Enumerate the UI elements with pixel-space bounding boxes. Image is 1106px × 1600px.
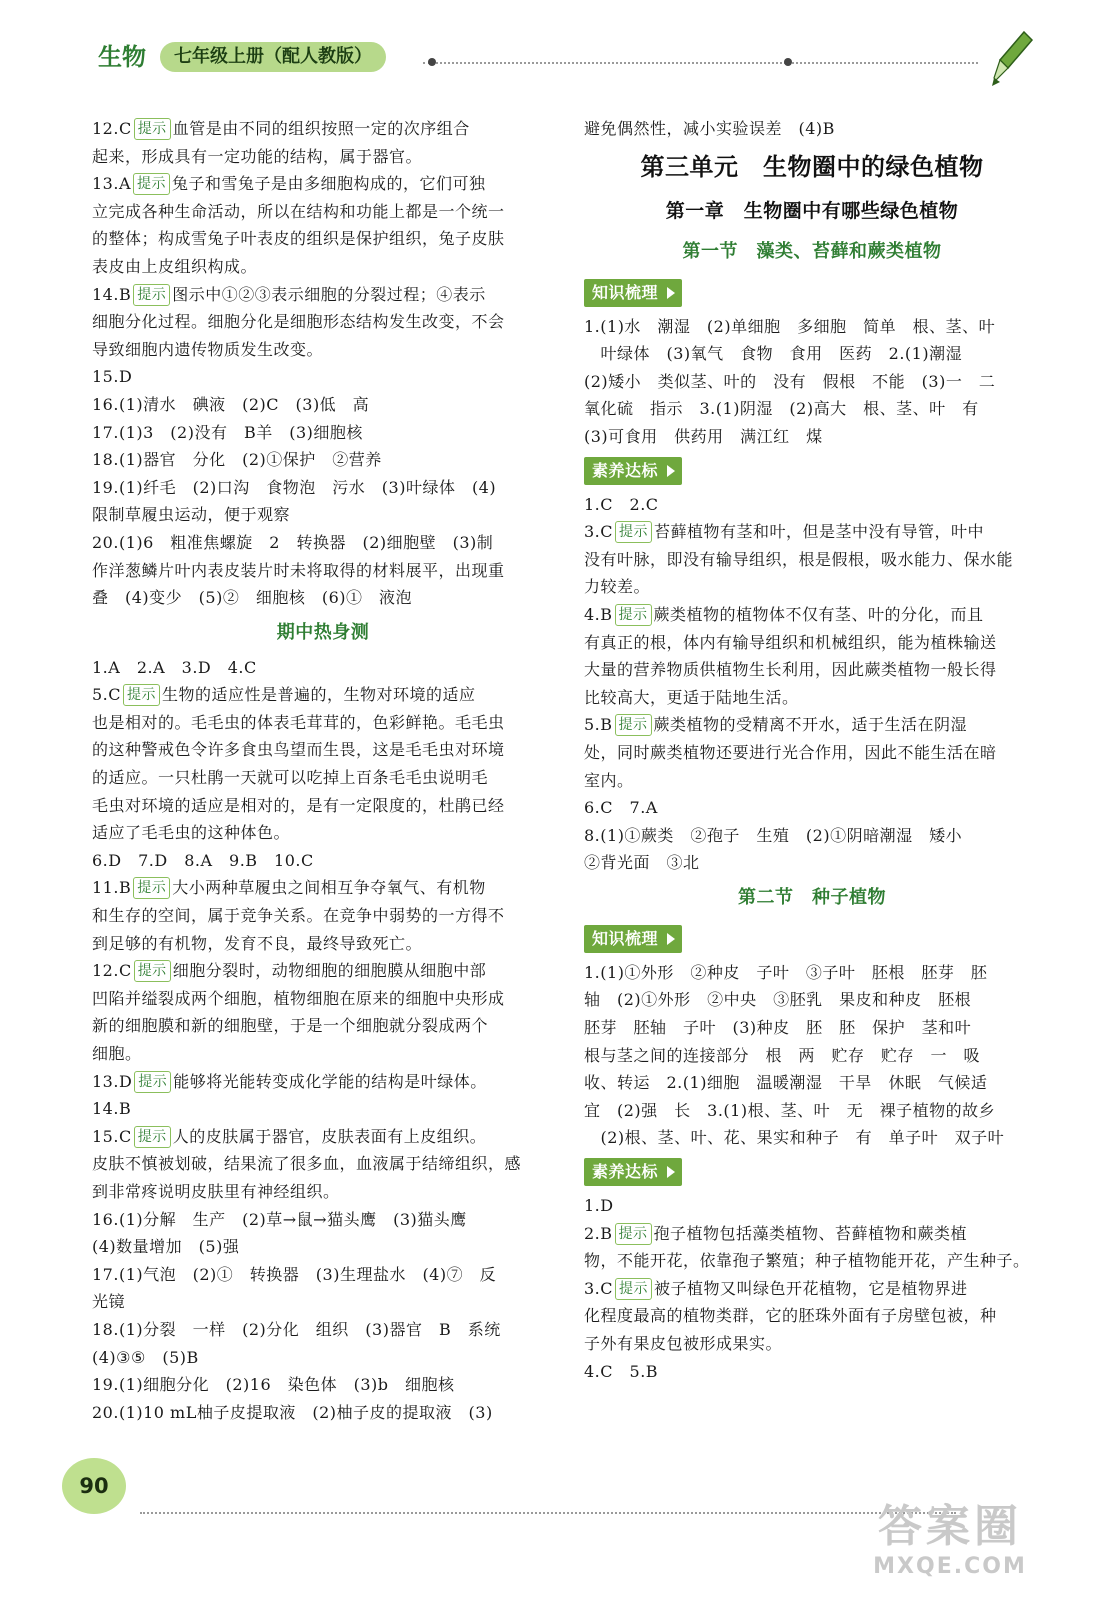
hint-tag: 提示	[134, 1071, 171, 1093]
hint-tag: 提示	[133, 877, 170, 899]
question-number: 13.A	[92, 174, 131, 194]
question-number: 2.B	[584, 1223, 613, 1243]
hint-tag: 提示	[123, 684, 160, 706]
unit-title: 第三单元 生物圈中的绿色植物	[640, 152, 984, 181]
question-number: 4.B	[584, 604, 613, 624]
hint-text: 生物的适应性是普遍的，生物对环境的适应	[162, 685, 476, 705]
hint-text: 蕨类植物的受精离不开水，适于生活在阴湿	[653, 715, 968, 735]
answer-line: 光镜	[92, 1292, 126, 1312]
answer-line: 的适应。一只杜鹃一天就可以吃掉上百条毛毛虫说明毛	[92, 768, 489, 788]
answer-line: 比较高大，更适于陆地生活。	[584, 687, 799, 707]
hint-tag: 提示	[134, 1126, 171, 1148]
answer-line: 凹陷并缢裂成两个细胞，植物细胞在原来的细胞中央形成	[92, 988, 505, 1008]
answer-line: 限制草履虫运动，便于观察	[92, 505, 291, 525]
right-column	[584, 115, 1040, 1385]
answer-line: 4.C 5.B	[584, 1361, 659, 1381]
header-dot	[428, 58, 436, 66]
section-badge-row	[584, 919, 1040, 959]
hint-tag: 提示	[134, 118, 171, 140]
section-badge: 知识梳理	[584, 279, 682, 307]
hint-tag: 提示	[134, 960, 171, 982]
header-dotted-rule	[423, 62, 978, 64]
answer-line: 1.(1)①外形 ②种皮 子叶 ③子叶 胚根 胚芽 胚	[584, 962, 988, 982]
page-number: 90	[62, 1458, 126, 1514]
question-number: 12.C	[92, 961, 132, 981]
answer-line: 14.B	[92, 1099, 132, 1119]
answer-line: 15.D	[92, 367, 133, 387]
question-number: 13.D	[92, 1071, 133, 1091]
hint-text: 能够将光能转变成化学能的结构是叶绿体。	[173, 1071, 487, 1091]
question-number: 5.C	[92, 685, 122, 705]
watermark-text: 答案圈	[878, 1501, 1022, 1552]
answer-line: 毛虫对环境的适应是相对的，是有一定限度的，杜鹃已经	[92, 795, 505, 815]
answer-line: 1.C 2.C	[584, 494, 659, 514]
answer-line: 细胞分化过程。细胞分化是细胞形态结构发生改变，不会	[92, 312, 505, 332]
answer-line: 到足够的有机物，发育不良，最终导致死亡。	[92, 933, 423, 953]
section-badge: 素养达标	[584, 457, 682, 485]
answer-line: 20.(1)10 mL柚子皮提取液 (2)柚子皮的提取液 (3)	[92, 1402, 493, 1422]
dropper-pen-icon	[990, 28, 1034, 88]
answer-line	[92, 1123, 554, 1151]
answer-line: 新的细胞膜和新的细胞壁，于是一个细胞就分裂成两个	[92, 1016, 489, 1036]
grade-label: 七年级上册（配人教版）	[160, 42, 386, 72]
subject-label: 生物	[98, 43, 146, 71]
answer-line: 力较差。	[584, 577, 651, 597]
hint-text: 血管是由不同的组织按照一定的次序组合	[172, 119, 470, 138]
answer-line: 避免偶然性，减小实验误差 (4)B	[584, 119, 835, 138]
answer-line: 的这种警戒色令许多食虫鸟望而生畏，这是毛毛虫对环境	[92, 740, 505, 760]
chapter-title: 第一章 生物圈中有哪些绿色植物	[665, 199, 959, 222]
hint-tag: 提示	[615, 1223, 652, 1245]
answer-line: 大量的营养物质供植物生长利用，因此蕨类植物一般长得	[584, 660, 997, 680]
hint-tag: 提示	[615, 714, 652, 736]
answer-line: 16.(1)分解 生产 (2)草→鼠→猫头鹰 (3)猫头鹰	[92, 1209, 467, 1229]
answer-line: 表皮由上皮组织构成。	[92, 256, 258, 276]
answer-line	[92, 957, 554, 985]
answer-line: 到非常疼说明皮肤里有神经组织。	[92, 1181, 340, 1201]
question-number: 3.C	[584, 522, 614, 542]
answer-line: 1.(1)水 潮湿 (2)单细胞 多细胞 简单 根、茎、叶	[584, 316, 996, 336]
hint-text: 细胞分裂时，动物细胞的细胞膜从细胞中部	[172, 961, 487, 981]
answer-line: (4)③⑤ (5)B	[92, 1347, 199, 1367]
answer-line: 6.C 7.A	[584, 798, 658, 818]
hint-tag: 提示	[133, 284, 170, 306]
answer-line	[92, 1068, 554, 1096]
answer-line: 16.(1)清水 碘液 (2)C (3)低 高	[92, 394, 370, 414]
section-title: 第二节 种子植物	[738, 886, 886, 908]
section-title: 期中热身测	[276, 621, 370, 643]
question-number: 15.C	[92, 1126, 132, 1146]
page-header	[88, 38, 1048, 78]
question-number: 3.C	[584, 1278, 614, 1298]
answer-line: 室内。	[584, 770, 634, 790]
question-number: 5.B	[584, 715, 613, 735]
answer-line: (2)矮小 类似茎、叶的 没有 假根 不能 (3)一 二	[584, 371, 996, 391]
hint-tag: 提示	[133, 173, 170, 195]
answer-line: 皮肤不慎被划破，结果流了很多血，血液属于结缔组织，感	[92, 1154, 522, 1174]
answer-line: 1.A 2.A 3.D 4.C	[92, 657, 257, 677]
answer-line: 17.(1)气泡 (2)① 转换器 (3)生理盐水 (4)⑦ 反	[92, 1264, 497, 1284]
left-column	[92, 115, 554, 1426]
answer-line	[92, 681, 554, 709]
answer-line: 轴 (2)①外形 ②中央 ③胚乳 果皮和种皮 胚根	[584, 990, 972, 1010]
section-badge-row	[584, 273, 1040, 313]
answer-line	[584, 1220, 1040, 1248]
answer-line	[92, 170, 554, 198]
answer-line: 子外有果皮包被形成果实。	[584, 1334, 783, 1353]
answer-line: 导致细胞内遗传物质发生改变。	[92, 339, 324, 359]
hint-tag: 提示	[615, 1278, 652, 1300]
hint-text: 兔子和雪兔子是由多细胞构成的，它们可独	[172, 174, 486, 194]
answer-line: 6.D 7.D 8.A 9.B 10.C	[92, 850, 314, 870]
hint-text: 人的皮肤属于器官，皮肤表面有上皮组织。	[172, 1126, 487, 1146]
answer-line	[92, 874, 554, 902]
answer-line: 作洋葱鳞片叶内表皮装片时未将取得的材料展平，出现重	[92, 560, 505, 580]
answer-line: 8.(1)①蕨类 ②孢子 生殖 (2)①阴暗潮湿 矮小	[584, 825, 963, 845]
answer-line	[92, 281, 554, 309]
answer-line: (3)可食用 供药用 满江红 煤	[584, 426, 823, 446]
answer-line: 叠 (4)变少 (5)② 细胞核 (6)① 液泡	[92, 588, 412, 608]
answer-line: 19.(1)细胞分化 (2)16 染色体 (3)b 细胞核	[92, 1375, 455, 1395]
question-number: 14.B	[92, 284, 132, 304]
watermark-site: MXQE.COM	[873, 1554, 1027, 1579]
section-badge: 知识梳理	[584, 925, 682, 953]
answer-line: 胚芽 胚轴 子叶 (3)种皮 胚 胚 保护 茎和叶	[584, 1018, 972, 1038]
answer-line	[584, 518, 1040, 546]
answer-line: (4)数量增加 (5)强	[92, 1237, 240, 1257]
answer-line: 适应了毛毛虫的这种体色。	[92, 823, 291, 843]
answer-line	[92, 115, 554, 143]
answer-line: 立完成各种生命活动，所以在结构和功能上都是一个统一	[92, 201, 505, 221]
answer-line	[584, 1275, 1040, 1303]
hint-text: 蕨类植物的植物体不仅有茎、叶的分化，而且	[653, 604, 984, 624]
question-number: 11.B	[92, 878, 132, 898]
answer-line: 20.(1)6 粗准焦螺旋 2 转换器 (2)细胞壁 (3)制	[92, 532, 494, 552]
answer-line: 的整体；构成雪兔子叶表皮的组织是保护组织，兔子皮肤	[92, 229, 505, 249]
answer-line: 有真正的根，体内有输导组织和机械组织，能为植株输送	[584, 632, 997, 652]
answer-line: 起来，形成具有一定功能的结构，属于器官。	[92, 146, 423, 166]
hint-text: 大小两种草履虫之间相互争夺氧气、有机物	[172, 878, 486, 898]
section-badge: 素养达标	[584, 1158, 682, 1186]
hint-text: 苔藓植物有茎和叶，但是茎中没有导管，叶中	[654, 522, 985, 542]
answer-line: 和生存的空间，属于竞争关系。在竞争中弱势的一方得不	[92, 906, 505, 926]
answer-line: ②背光面 ③北	[584, 853, 700, 873]
answer-line: 氧化硫 指示 3.(1)阴湿 (2)高大 根、茎、叶 有	[584, 399, 979, 419]
hint-text: 孢子植物包括藻类植物、苔藓植物和蕨类植	[653, 1223, 968, 1243]
hint-text: 图示中①②③表示细胞的分裂过程；④表示	[172, 284, 486, 304]
hint-tag: 提示	[615, 521, 652, 543]
watermark-logo	[830, 1502, 1070, 1588]
answer-line: 宜 (2)强 长 3.(1)根、茎、叶 无 裸子植物的故乡	[584, 1100, 996, 1120]
question-number: 12.C	[92, 119, 132, 138]
answer-line: 叶绿体 (3)氧气 食物 食用 医药 2.(1)潮湿	[584, 344, 963, 364]
answer-line: 1.D	[584, 1196, 614, 1216]
answer-line	[584, 601, 1040, 629]
answer-line: 17.(1)3 (2)没有 B羊 (3)细胞核	[92, 422, 363, 442]
answer-line: (2)根、茎、叶、花、果实和种子 有 单子叶 双子叶	[584, 1128, 1005, 1148]
answer-line: 18.(1)分裂 一样 (2)分化 组织 (3)器官 B 系统	[92, 1319, 501, 1339]
answer-line: 18.(1)器官 分化 (2)①保护 ②营养	[92, 450, 382, 470]
section-title: 第一节 藻类、苔藓和蕨类植物	[682, 240, 942, 262]
section-badge-row	[584, 1152, 1040, 1192]
section-badge-row	[584, 451, 1040, 491]
answer-line	[584, 711, 1040, 739]
answer-line: 物，不能开花，依靠孢子繁殖；种子植物能开花，产生种子。	[584, 1251, 1030, 1271]
hint-text: 被子植物又叫绿色开花植物，它是植物界进	[654, 1278, 968, 1298]
answer-line: 19.(1)纤毛 (2)口沟 食物泡 污水 (3)叶绿体 (4)	[92, 477, 497, 497]
header-dot	[784, 58, 792, 66]
hint-tag: 提示	[615, 604, 652, 626]
answer-line: 化程度最高的植物类群，它的胚珠外面有子房壁包被，种	[584, 1306, 997, 1326]
answer-line: 收、转运 2.(1)细胞 温暖潮湿 干旱 休眠 气候适	[584, 1073, 988, 1093]
answer-line: 根与茎之间的连接部分 根 两 贮存 贮存 一 吸	[584, 1045, 981, 1065]
answer-line: 也是相对的。毛毛虫的体表毛茸茸的，色彩鲜艳。毛毛虫	[92, 712, 505, 732]
answer-line: 没有叶脉，即没有输导组织，根是假根，吸水能力、保水能	[584, 549, 1014, 569]
answer-line: 处，同时蕨类植物还要进行光合作用，因此不能生活在暗	[584, 742, 997, 762]
answer-line: 细胞。	[92, 1044, 142, 1063]
